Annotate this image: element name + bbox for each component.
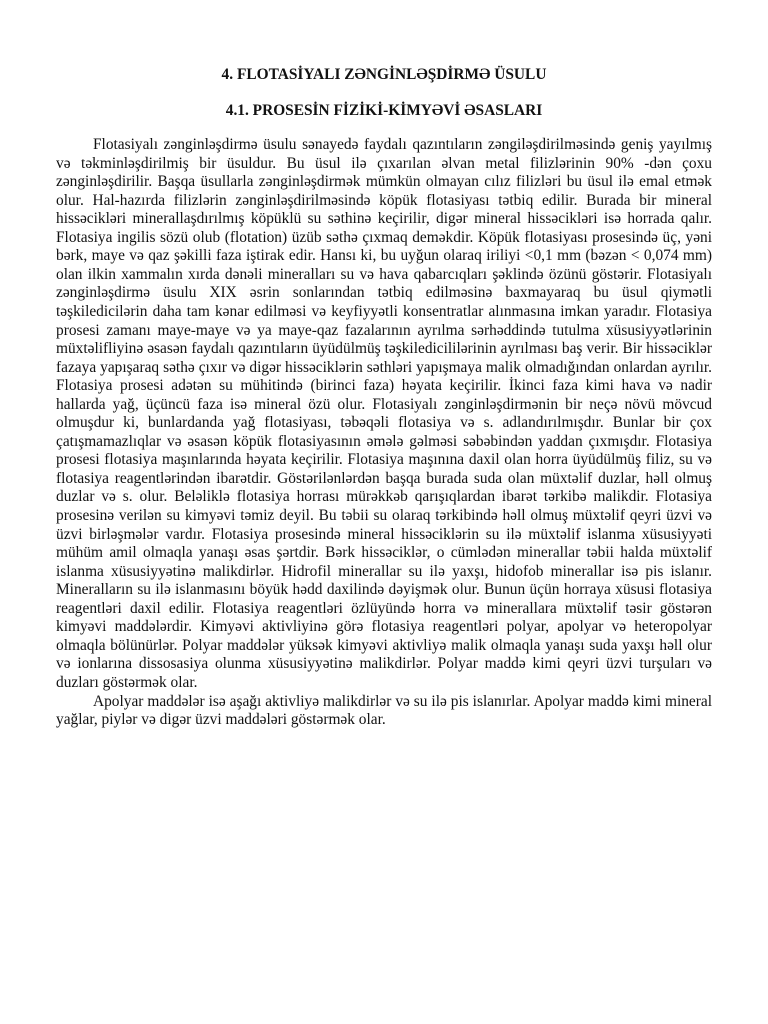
body-paragraph-1: Flotasiyalı zənginləşdirmə üsulu sənayedə faydalı qazıntıların zəngiləşdirilməsində geniş yayılmış və təkminləşdirilmiş bir üsuldur. Bu üsul ilə çıxarılan əlvan metal filizlərinin 90% -dən çoxu zənginləşdirilir. Başqa üsullarla zənginləşdirmək mümkün olmayan cılız filizləri bu üsul ilə emal etmək olur. Hal-hazırda filizlərin zənginləşdirilməsində köpük flotasiyası tətbiq edilir. Burada bir mineral hissəcikləri minerallaşdırılmış köpüklü su səthinə keçirilir, digər mineral hissəcikləri isə horrada qalır. Flotasiya ingilis sözü olub (flotation) üzüb səthə çıxmaq deməkdir. Köpük flotasiyası prosesində üç, yəni bərk, maye və qaz şəkilli faza iştirak edir. Hansı ki, bu uyğun olaraq iriliyi <0,1 mm (bəzən < 0,074 mm) olan ilkin xammalın xırda dənəli mineralları su və hava qabarcıqları şəklində özünü göstərir. Flotasiyalı zənginləşdirmə üsulu XIX əsrin sonlarından tətbiq edilməsinə baxmayaraq bu üsul qiymətli təşkiledicilərin daha tam kənar edilməsi və keyfiyyətli konsentratlar alınmasına imkan yaradır. Flotasiya prosesi zamanı maye-maye və ya maye-qaz fazalarının ayrılma sərhəddində tutulma xüsusiyyətlərinin müxtəlifliyinə əsasən faydalı qazıntıların üyüdülmüş təşkiledicililərinin ayrılması baş verir. Bir hissəciklər fazaya yapışaraq səthə çıxır və digər hissəciklərin səthləri yapışmaya malik olmadığından onlardan ayrılır. Flotasiya prosesi adətən su mühitində (birinci faza) həyata keçirilir. İkinci faza kimi hava və nadir hallarda yağ, üçüncü faza isə mineral özü olur. Flotasiyalı zənginləşdirmənin bir neçə növü mövcud olmuşdur ki, bunlardanda yağ flotasiyası, təbəqəli flotasiya və s. adlandırılmışdır. Bunlar bir çox çatışmamazlıqlar və əsasən köpük flotasiyasının əmələ gəlməsi səbəbindən yaddan çıxmışdır. Flotasiya prosesi flotasiya maşınlarında həyata keçirilir. Flotasiya maşınına daxil olan horra üyüdülmüş filiz, su və flotasiya reagentlərindən ibarətdir. Göstərilənlərdən başqa burada suda olan müxtəlif duzlar, həll olmuş duzlar və s. olur. Beləliklə flotasiya horrası mürəkkəb qarışıqlardan ibarət tərkibə malikdir. Flotasiya prosesinə verilən su kimyəvi təmiz deyil. Bu təbii su olaraq tərkibində həll olmuş müxtəlif qeyri üzvi və üzvi birləşmələr vardır. Flotasiya prosesində mineral hissəciklərin su ilə müxtəlif islanma xüsusiyyəti mühüm amil olmaqla yanaşı əsas şərtdir. Bərk hissəciklər, o cümlədən minerallar təbii halda müxtəlif islanma xüsusiyyətinə malikdirlər. Hidrofil minerallar su ilə yaxşı, hidofob minerallar isə pis islanır. Mineralların su ilə islanmasını böyük hədd daxilində dəyişmək olur. Bunun üçün horraya xüsusi flotasiya reagentləri daxil edilir. Flotasiya reagentləri özlüyündə horra və minerallara müxtəlif təsir göstərən kimyəvi maddələrdir. Kimyəvi aktivliyinə görə flotasiya reagentləri polyar, apolyar və heteropolyar olmaqla bölünürlər. Polyar maddələr yüksək kimyəvi aktivliyə malik olmaqla yanaşı suda yaxşı həll olur və ionlarına dissosasiya olunma xüsusiyyətinə malikdirlər. Polyar maddə kimi qeyri üzvi turşuları və duzları göstərmək olar. xyxy=(56,136,712,691)
body-paragraph-2: Apolyar maddələr isə aşağı aktivliyə malikdirlər və su ilə pis islanırlar. Apolyar maddə kimi mineral yağlar, piylər və digər üzvi maddələri göstərmək olar. xyxy=(56,692,712,729)
section-title: 4.1. PROSESİN FİZİKİ-KİMYƏVİ ƏSASLARI xyxy=(225,101,543,119)
chapter-title: 4. FLOTASİYALI ZƏNGİNLƏŞDİRMƏ ÜSULU xyxy=(221,66,547,83)
document-page xyxy=(56,66,712,730)
